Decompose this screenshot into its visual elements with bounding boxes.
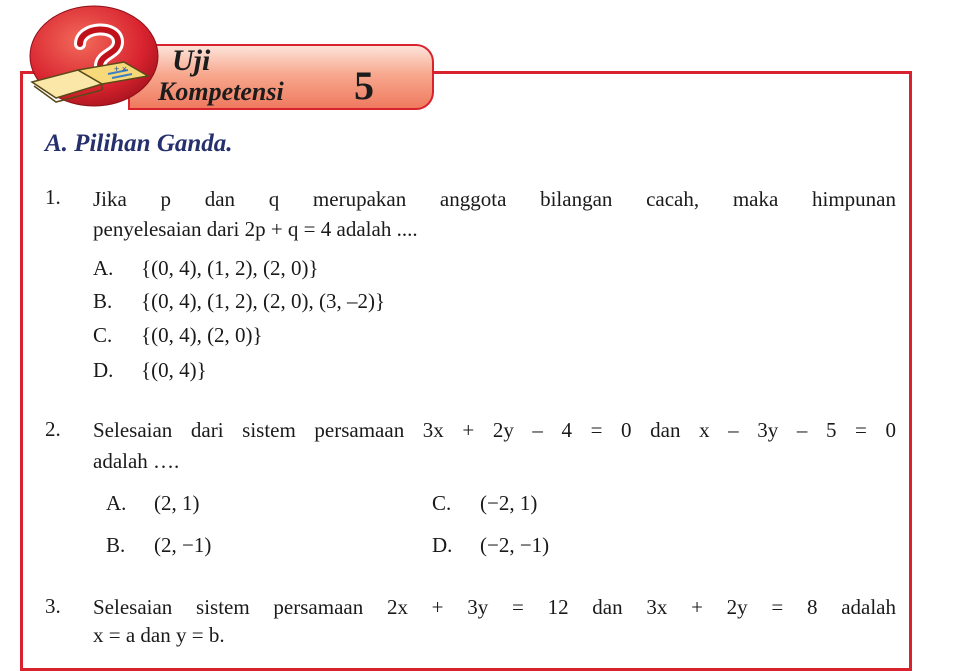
question-1-line1: Jika p dan q merupakan anggota bilangan cacah, maka himpunan: [93, 187, 896, 211]
option-1b[interactable]: [93, 289, 385, 314]
option-letter: C.: [432, 491, 452, 515]
option-letter: C.: [93, 323, 113, 347]
section-title: A. Pilihan Ganda.: [45, 130, 233, 157]
option-letter: D.: [93, 358, 114, 382]
chapter-number: 5: [354, 63, 374, 108]
option-letter: A.: [106, 491, 127, 515]
option-text: (−2, −1): [480, 533, 550, 557]
question-book-logo-icon: [28, 4, 164, 108]
option-text: {(0, 4)}: [141, 358, 207, 382]
option-text: (−2, 1): [480, 491, 538, 515]
question-number: 3.: [45, 594, 61, 618]
question-3-line1: Selesaian sistem persamaan 2x + 3y = 12 dan 3x + 2y = 8 adalah: [93, 595, 896, 619]
banner-title-line1: Uji: [172, 44, 211, 77]
option-text: {(0, 4), (2, 0)}: [141, 323, 263, 347]
option-letter: A.: [93, 256, 114, 280]
banner-title-line2: Kompetensi: [158, 77, 284, 106]
question-3-line2: x = a dan y = b.: [93, 623, 225, 647]
option-text: {(0, 4), (1, 2), (2, 0)}: [141, 256, 319, 280]
option-text: (2, −1): [154, 533, 212, 557]
question-1-line2: penyelesaian dari 2p + q = 4 adalah ....: [93, 217, 418, 241]
option-1c[interactable]: [93, 323, 263, 348]
option-2a[interactable]: [106, 491, 200, 516]
option-1d[interactable]: [93, 358, 207, 383]
option-letter: B.: [93, 289, 113, 313]
question-number: 2.: [45, 417, 61, 441]
option-2b[interactable]: [106, 533, 211, 558]
option-text: {(0, 4), (1, 2), (2, 0), (3, –2)}: [141, 289, 386, 313]
option-letter: D.: [432, 533, 453, 557]
option-text: (2, 1): [154, 491, 200, 515]
option-2d[interactable]: [432, 533, 549, 558]
svg-text:+ ×: + ×: [114, 64, 128, 74]
question-2-line2: adalah ….: [93, 449, 180, 473]
option-letter: B.: [106, 533, 126, 557]
option-1a[interactable]: [93, 256, 319, 281]
question-number: 1.: [45, 185, 61, 209]
question-2-line1: Selesaian dari sistem persamaan 3x + 2y – 4 = 0 dan x – 3y – 5 = 0: [93, 418, 896, 442]
option-2c[interactable]: [432, 491, 537, 516]
